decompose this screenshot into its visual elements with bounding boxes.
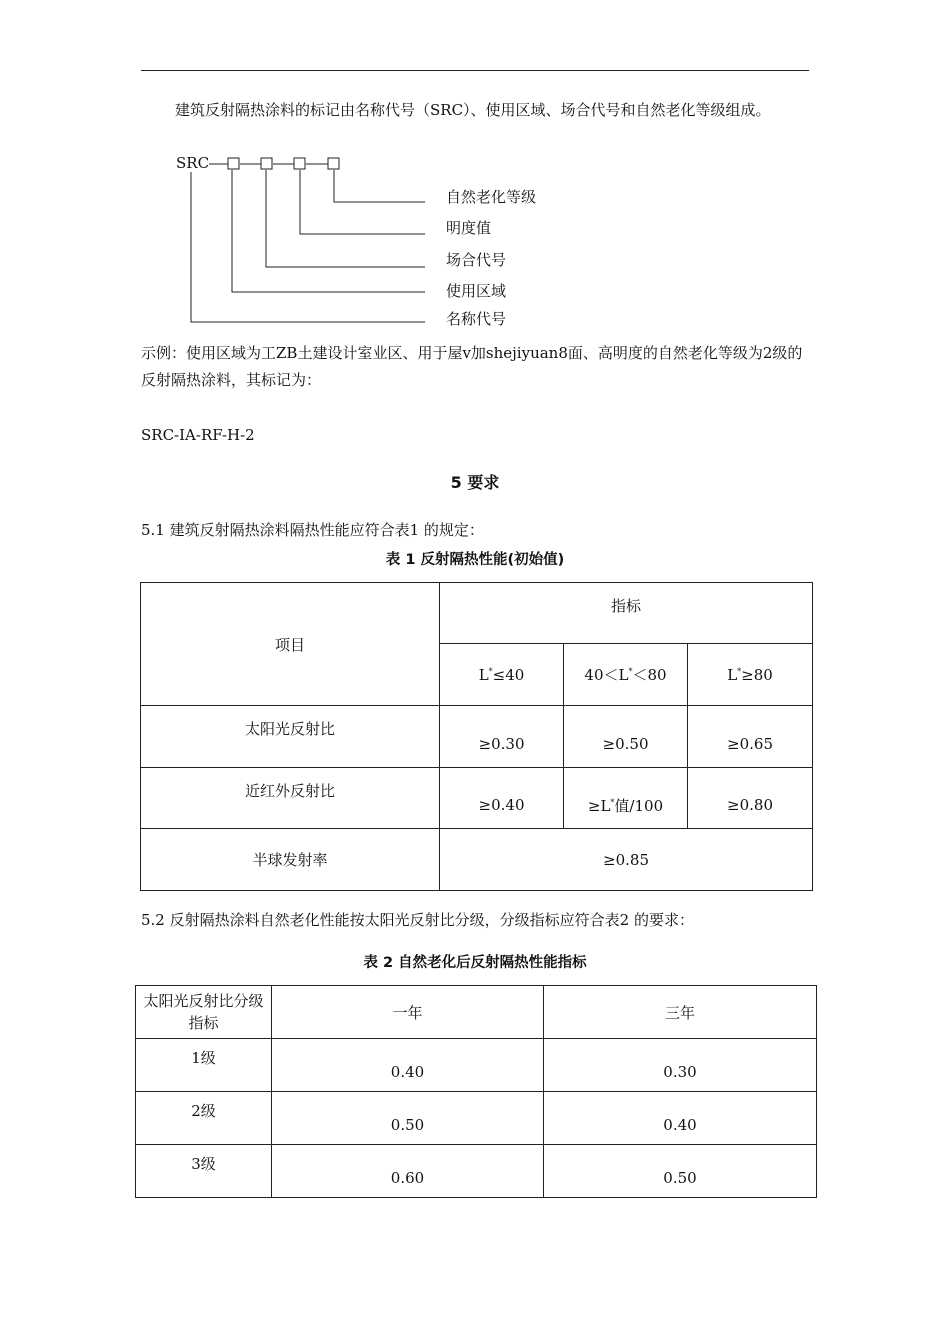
table1-cell-merged: ≥0.85 (440, 829, 813, 891)
code-box-4 (328, 158, 339, 169)
table-row (141, 829, 813, 891)
table2-grade: 3级 (136, 1145, 272, 1198)
table1-header-index: 指标 (440, 583, 813, 644)
table1-cell: ≥0.40 (440, 768, 564, 829)
label-area: 使用区域 (446, 282, 507, 300)
table2-cell: 0.50 (544, 1145, 817, 1198)
table2-header-year3: 三年 (544, 986, 817, 1039)
leader-name (191, 172, 425, 322)
example-code: SRC-IA-RF-H-2 (141, 426, 255, 444)
table1-row-name: 近红外反射比 (141, 768, 440, 829)
table1-col2-header: 40＜L*＜80 (564, 644, 688, 706)
label-occasion: 场合代号 (446, 251, 507, 269)
table-row (136, 1039, 817, 1092)
table2-grade: 1级 (136, 1039, 272, 1092)
table1-col1-header: L*≤40 (440, 644, 564, 706)
intro-paragraph: 建筑反射隔热涂料的标记由名称代号（SRC）、使用区域、场合代号和自然老化等级组成。 (175, 101, 771, 119)
table-row (141, 706, 813, 768)
table1-cell: ≥L*值/100 (564, 768, 688, 829)
code-box-3 (294, 158, 305, 169)
table2-cell: 0.40 (272, 1039, 544, 1092)
table2-cell: 0.40 (544, 1092, 817, 1145)
table1-col3-header: L*≥80 (688, 644, 813, 706)
table2-header-grade: 太阳光反射比分级指标 (136, 986, 272, 1039)
clause-5-2: 5.2 反射隔热涂料自然老化性能按太阳光反射比分级，分级指标应符合表2 的要求： (141, 911, 694, 929)
label-name: 名称代号 (446, 310, 507, 328)
table1-cell: ≥0.80 (688, 768, 813, 829)
table1-cell: ≥0.30 (440, 706, 564, 768)
table2-cell: 0.50 (272, 1092, 544, 1145)
table2-caption: 表 2 自然老化后反射隔热性能指标 (363, 955, 587, 971)
table1-cell: ≥0.65 (688, 706, 813, 768)
table2 (135, 985, 817, 1198)
table1-caption: 表 1 反射隔热性能(初始值) (385, 552, 565, 568)
table-row (136, 1145, 817, 1198)
label-aging-grade: 自然老化等级 (446, 188, 537, 206)
table1-cell: ≥0.50 (564, 706, 688, 768)
table-row (141, 768, 813, 829)
table2-cell: 0.60 (272, 1145, 544, 1198)
table2-cell: 0.30 (544, 1039, 817, 1092)
label-lightness: 明度值 (446, 219, 492, 237)
table1 (140, 582, 813, 891)
leader-occasion (266, 170, 425, 267)
leader-area (232, 170, 425, 292)
table1-row-name: 半球发射率 (141, 829, 440, 891)
table1-row-name: 太阳光反射比 (141, 706, 440, 768)
example-text: 示例：使用区域为工ZB土建设计室业区、用于屋v加shejiyuan8面、高明度的自然老化等级为2级的反射隔热涂料，其标记为： (141, 344, 803, 389)
code-box-2 (261, 158, 272, 169)
table-row (136, 1092, 817, 1145)
code-box-1 (228, 158, 239, 169)
code-prefix: SRC (176, 154, 210, 172)
clause-5-1: 5.1 建筑反射隔热涂料隔热性能应符合表1 的规定： (141, 521, 484, 539)
section-title: 5 要求 (450, 473, 500, 492)
table2-header-year1: 一年 (272, 986, 544, 1039)
leader-aging-grade (334, 170, 425, 202)
table1-header-item: 项目 (141, 583, 440, 706)
table2-grade: 2级 (136, 1092, 272, 1145)
